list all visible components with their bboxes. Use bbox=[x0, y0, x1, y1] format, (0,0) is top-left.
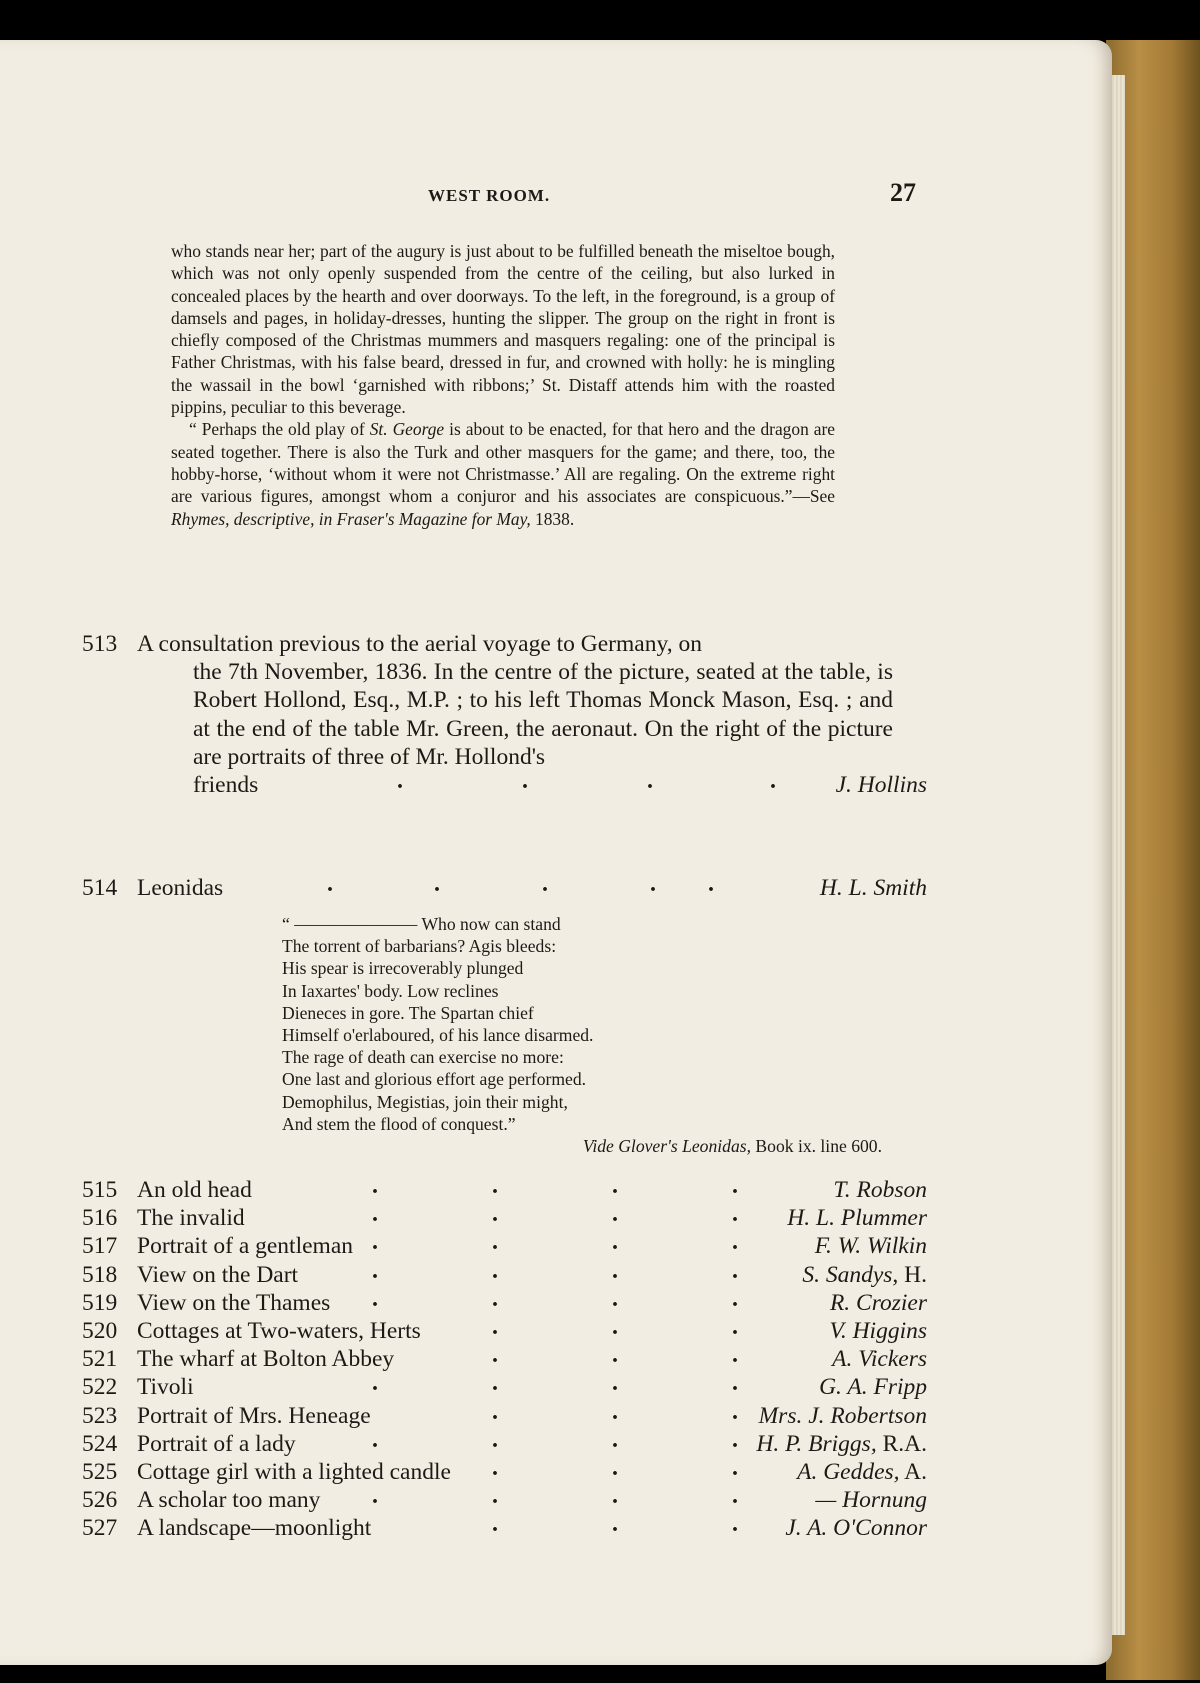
catalogue-entry-514 bbox=[82, 871, 927, 902]
entry-number: 515 bbox=[82, 1177, 118, 1203]
leader-dot: . bbox=[492, 1313, 498, 1340]
artist-name-text: R. Crozier bbox=[829, 1289, 927, 1316]
entry-title: Tivoli bbox=[137, 1374, 194, 1401]
artist-name-text: S. Sandys, bbox=[802, 1261, 899, 1288]
entry-number: 526 bbox=[82, 1487, 118, 1514]
entry-title-end: friends bbox=[193, 772, 259, 798]
entry-title: Cottage girl with a lighted candle bbox=[137, 1458, 451, 1485]
poem-line: Dieneces in gore. The Spartan chief bbox=[282, 1002, 534, 1023]
leader-dot: . bbox=[492, 1229, 498, 1256]
poem-line: His spear is irrecoverably plunged bbox=[282, 958, 524, 979]
artist-rank: A. bbox=[899, 1458, 927, 1485]
leader-dot: . bbox=[732, 1285, 738, 1312]
leader-dot: . bbox=[372, 1285, 378, 1312]
entry-title: The invalid bbox=[137, 1205, 245, 1232]
entry-number: 527 bbox=[82, 1515, 118, 1542]
leader-dots bbox=[82, 1257, 927, 1285]
leader-dot: . bbox=[492, 1398, 498, 1425]
poem-line: Himself o'erlaboured, of his lance disarmed. bbox=[282, 1025, 594, 1046]
catalogue-page bbox=[0, 40, 1112, 1665]
leader-dot: . bbox=[612, 1201, 618, 1228]
entry-number: 525 bbox=[82, 1458, 118, 1485]
leader-dot: . bbox=[612, 1483, 618, 1510]
leader-dot: . bbox=[732, 1201, 738, 1228]
entry-number: 513 bbox=[82, 631, 118, 657]
leader-dots bbox=[82, 1454, 927, 1482]
entry-number: 523 bbox=[82, 1402, 118, 1429]
artist-name-text: J. A. O'Connor bbox=[785, 1515, 927, 1542]
leader-dot: . bbox=[372, 1173, 378, 1199]
artist-rank: R.A. bbox=[876, 1430, 927, 1457]
leader-dot: . bbox=[612, 1370, 618, 1397]
leader-dot: . bbox=[732, 1398, 738, 1425]
entry-number: 524 bbox=[82, 1430, 118, 1457]
leader-dot: . bbox=[612, 1426, 618, 1453]
poem-line: And stem the flood of conquest.” bbox=[282, 1113, 516, 1134]
entry-514-line bbox=[82, 871, 927, 902]
poem-reference bbox=[282, 1135, 892, 1157]
source-citation: Rhymes, descriptive, in Fraser's Magazine for May, bbox=[171, 508, 531, 529]
leader-dot: . bbox=[372, 1483, 378, 1510]
leader-dot: . bbox=[732, 1370, 738, 1397]
artist-name-text: Mrs. J. Robertson bbox=[758, 1402, 927, 1429]
leader-dot: . bbox=[612, 1313, 618, 1340]
poem-line: The torrent of barbarians? Agis bleeds: bbox=[282, 936, 557, 957]
leader-dot: . bbox=[612, 1229, 618, 1256]
entry-title: The wharf at Bolton Abbey bbox=[137, 1346, 395, 1373]
leader-dot: . bbox=[327, 871, 333, 897]
leader-dot: . bbox=[522, 768, 528, 794]
entry-title: Portrait of a gentleman bbox=[137, 1233, 353, 1260]
leader-dots bbox=[82, 1369, 927, 1397]
poem-line: In Iaxartes' body. Low reclines bbox=[282, 980, 499, 1001]
entry-title: Cottages at Two-waters, Herts bbox=[137, 1317, 421, 1344]
leader-dot: . bbox=[434, 871, 440, 897]
leader-dot: . bbox=[492, 1285, 498, 1312]
running-head: WEST ROOM. bbox=[428, 186, 551, 205]
leader-dot: . bbox=[732, 1229, 738, 1256]
leader-dots bbox=[82, 1200, 927, 1228]
artist-name-text: H. L. Plummer bbox=[787, 1205, 927, 1232]
entry-number: 520 bbox=[82, 1317, 118, 1344]
entry-513-last-line bbox=[82, 768, 927, 799]
description-paragraph-2 bbox=[171, 418, 835, 529]
page-header bbox=[0, 178, 1112, 216]
artist-rank: H. bbox=[898, 1261, 927, 1288]
poem-line: Demophilus, Megistias, join their might, bbox=[282, 1091, 568, 1112]
artist-name-text: T. Robson bbox=[833, 1177, 927, 1203]
leader-dot: . bbox=[372, 1257, 378, 1284]
entry-number: 521 bbox=[82, 1346, 118, 1373]
leader-dot: . bbox=[612, 1285, 618, 1312]
leader-dot: . bbox=[732, 1483, 738, 1510]
leader-dot: . bbox=[372, 1229, 378, 1256]
entry-title: Portrait of Mrs. Heneage bbox=[137, 1402, 371, 1429]
catalogue-list bbox=[82, 1173, 927, 1542]
entry-513-description: the 7th November, 1836. In the centre of the picture, seated at the table, is Robert Hollond, Esq., M.P. ; to his left Thomas Monck Mason, Esq. ; and at the end of the table Mr. Green, the aeronaut. On the right of the picture are portraits of three of Mr. Hollond's bbox=[193, 659, 893, 770]
catalogue-entry bbox=[82, 1511, 927, 1542]
entry-title: Portrait of a lady bbox=[137, 1430, 296, 1457]
entry-title: A landscape—moonlight bbox=[137, 1515, 372, 1542]
entry-title: View on the Dart bbox=[137, 1261, 299, 1288]
leader-dots bbox=[82, 1426, 927, 1454]
leader-dots bbox=[82, 1510, 927, 1538]
entry-513-first-line bbox=[82, 630, 927, 658]
leader-dots bbox=[82, 1341, 927, 1369]
leader-dot: . bbox=[372, 1201, 378, 1228]
leader-dot: . bbox=[732, 1313, 738, 1340]
leader-dot: . bbox=[612, 1398, 618, 1425]
description-paragraph-1: who stands near her; part of the augury is just about to be fulfilled beneath the miseltoe bough, which was not only openly suspended from the centre of the ceiling, but also lurked in concealed places by the hearth and over doorways. To the left, in the foreground, is a group of damsels and pages, in holiday-dresses, hunting the slipper. The group on the right in front is chiefly composed of the Christmas mummers and masquers regaling: one of the principal is Father Christmas, with his false beard, dressed in fur, and crowned with holly: he is mingling the wassail in the bowl ‘garnished with ribbons;’ St. Distaff attends him with the roasted pippins, peculiar to this beverage. bbox=[171, 241, 835, 418]
artist-name-text: — Hornung bbox=[815, 1487, 927, 1514]
entry-number: 514 bbox=[82, 875, 118, 901]
entry-number: 516 bbox=[82, 1205, 118, 1232]
leader-dots bbox=[82, 1482, 927, 1510]
leader-dot: . bbox=[397, 768, 403, 794]
artist-name-text: V. Higgins bbox=[829, 1317, 927, 1344]
leader-dot: . bbox=[492, 1454, 498, 1481]
leader-dot: . bbox=[612, 1342, 618, 1369]
catalogue-entry-513 bbox=[82, 630, 927, 799]
desc-text: “ Perhaps the old play of bbox=[189, 419, 370, 440]
entry-number: 518 bbox=[82, 1261, 118, 1288]
play-title: St. George bbox=[369, 419, 445, 440]
entry-title: A scholar too many bbox=[137, 1487, 321, 1514]
artist-name-text: A. Vickers bbox=[832, 1346, 927, 1373]
leader-dot: . bbox=[612, 1173, 618, 1199]
leader-dot: . bbox=[492, 1370, 498, 1397]
leader-dots bbox=[82, 1398, 927, 1426]
leader-dots bbox=[82, 1313, 927, 1341]
poem-line: One last and glorious effort age performed. bbox=[282, 1069, 587, 1090]
leader-dot: . bbox=[650, 871, 656, 897]
desc-text: is about to be enacted, for that hero and the dragon are seated together. There is also the Turk and other masquers for the game; and there, too, the hobby-horse, ‘without whom it were not Christmasse.’ All are regaling. On the extreme right are various figures, amongst whom a conjuror and his associates are conspicuous.”—See bbox=[171, 419, 835, 507]
page-number: 27 bbox=[890, 178, 916, 207]
leader-dot: . bbox=[732, 1454, 738, 1481]
leader-dot: . bbox=[732, 1511, 738, 1538]
leader-dot: . bbox=[492, 1173, 498, 1199]
leader-dot: . bbox=[612, 1511, 618, 1538]
leader-dot: . bbox=[372, 1370, 378, 1397]
leader-dots bbox=[82, 1285, 927, 1313]
entry-title: A consultation previous to the aerial voyage to Germany, on bbox=[137, 631, 702, 657]
entry-number: 517 bbox=[82, 1233, 118, 1260]
leader-dot: . bbox=[732, 1257, 738, 1284]
artist-name-text: H. P. Briggs, bbox=[756, 1430, 877, 1457]
leader-dot: . bbox=[612, 1257, 618, 1284]
leader-dot: . bbox=[708, 871, 714, 897]
leader-dots bbox=[82, 1228, 927, 1256]
artist-name-text: G. A. Fripp bbox=[819, 1374, 927, 1401]
leader-dot: . bbox=[732, 1426, 738, 1453]
entry-number: 519 bbox=[82, 1289, 118, 1316]
poem-line: “ ——————— Who now can stand bbox=[282, 914, 561, 934]
poem-location: Book ix. line 600. bbox=[751, 1136, 882, 1157]
leader-dot: . bbox=[492, 1483, 498, 1510]
leader-dot: . bbox=[492, 1201, 498, 1228]
poem-line: The rage of death can exercise no more: bbox=[282, 1047, 564, 1068]
leader-dot: . bbox=[732, 1342, 738, 1369]
leader-dot: . bbox=[372, 1426, 378, 1453]
leader-dot: . bbox=[492, 1257, 498, 1284]
entry-title: An old head bbox=[137, 1177, 252, 1203]
entry-title: View on the Thames bbox=[137, 1289, 331, 1316]
poem-source: Vide Glover's Leonidas, bbox=[582, 1136, 752, 1157]
artist-name-text: F. W. Wilkin bbox=[814, 1233, 927, 1260]
leader-dots bbox=[82, 1172, 927, 1200]
leader-dot: . bbox=[492, 1426, 498, 1453]
leader-dot: . bbox=[492, 1511, 498, 1538]
entry-number: 522 bbox=[82, 1374, 118, 1401]
artist-name: J. Hollins bbox=[835, 772, 927, 798]
leader-dot: . bbox=[647, 768, 653, 794]
entry-title: Leonidas bbox=[137, 875, 224, 901]
artist-name-text: A. Geddes, bbox=[797, 1458, 900, 1485]
leader-dot: . bbox=[542, 871, 548, 897]
leader-dot: . bbox=[492, 1342, 498, 1369]
artist-name: H. L. Smith bbox=[819, 875, 927, 901]
leader-dot: . bbox=[612, 1454, 618, 1481]
poem-quotation bbox=[282, 913, 892, 1157]
desc-text: 1838. bbox=[530, 508, 575, 529]
leader-dot: . bbox=[732, 1173, 738, 1199]
description-continuation bbox=[171, 240, 835, 530]
leader-dot: . bbox=[770, 768, 776, 794]
